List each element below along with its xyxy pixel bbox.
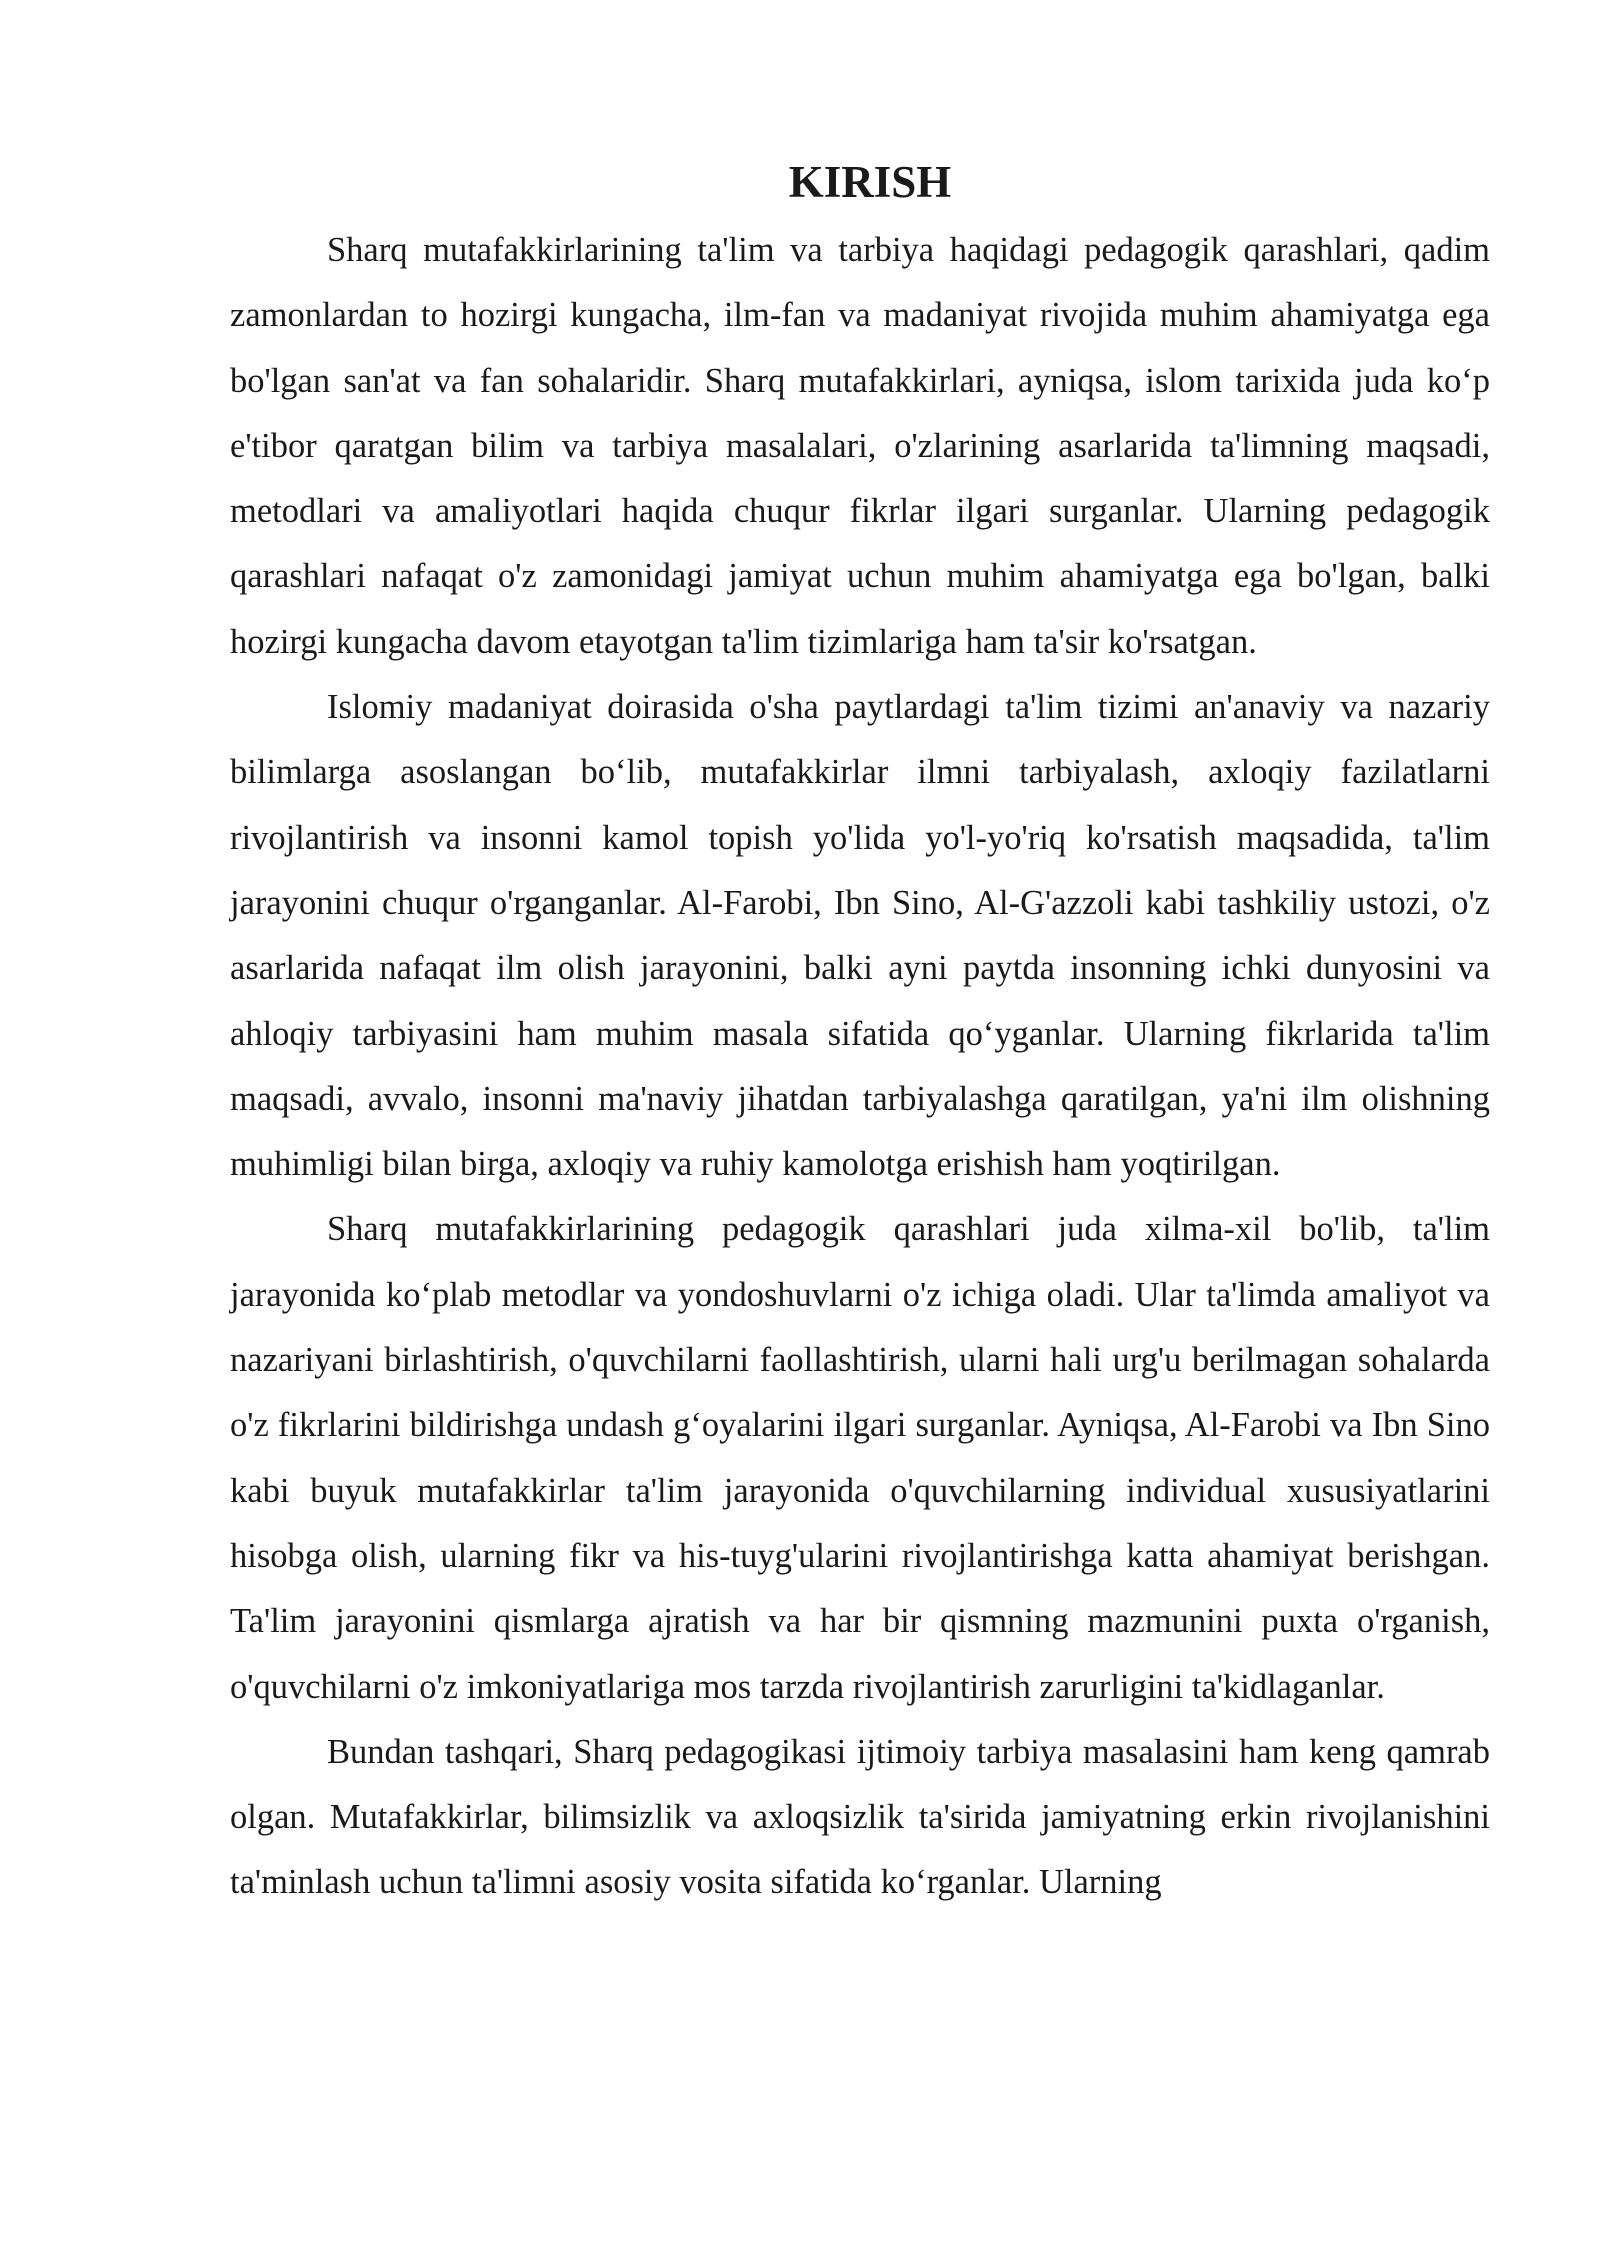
paragraph-1: Sharq mutafakkirlarining ta'lim va tarbiya haqidagi pedagogik qarashlari, qadim zamonlardan to hozirgi kungacha, ilm-fan va madaniyat rivojida muhim ahamiyatga ega bo'lgan san'at va fan sohalaridir. Sharq mutafakkirlari, ayniqsa, islom tarixida juda ko‘p e'tibor qaratgan bilim va tarbiya masalalari, o'zlarining asarlarida ta'limning maqsadi, metodlari va amaliyotlari haqida chuqur fikrlar ilgari surganlar. Ularning pedagogik qarashlari nafaqat o'z zamonidagi jamiyat uchun muhim ahamiyatga ega bo'lgan, balki hozirgi kungacha davom etayotgan ta'lim tizimlariga ham ta'sir ko'rsatgan. <box>230 231 1490 661</box>
paragraph-3: Sharq mutafakkirlarining pedagogik qarashlari juda xilma-xil bo'lib, ta'lim jarayonida ko‘plab metodlar va yondoshuvlarni o'z ichiga oladi. Ular ta'limda amaliyot va nazariyani birlashtirish, o'quvchilarni faollashtirish, ularni hali urg'u berilmagan sohalarda o'z fikrlarini bildirishga undash g‘oyalarini ilgari surganlar. Ayniqsa, Al-Farobi va Ibn Sino kabi buyuk mutafakkirlar ta'lim jarayonida o'quvchilarning individual xususiyatlarini hisobga olish, ularning fikr va his-tuyg'ularini rivojlantirishga katta ahamiyat berishgan. Ta'lim jarayonini qismlarga ajratish va har bir qismning mazmunini puxta o'rganish, o'quvchilarni o'z imkoniyatlariga mos tarzda rivojlantirish zarurligini ta'kidlaganlar. <box>230 1210 1490 1706</box>
page-title: KIRISH <box>788 157 952 207</box>
paragraph-4: Bundan tashqari, Sharq pedagogikasi ijtimoiy tarbiya masalasini ham keng qamrab olgan. Mutafakkirlar, bilimsizlik va axloqsizlik ta'sirida jamiyatning erkin rivojlanishini ta'minlash uchun ta'limni asosiy vosita sifatida ko‘rganlar. Ularning <box>230 1732 1490 1902</box>
paragraph-2: Islomiy madaniyat doirasida o'sha paytlardagi ta'lim tizimi an'anaviy va nazariy bilimlarga asoslangan bo‘lib, mutafakkirlar ilmni tarbiyalash, axloqiy fazilatlarni rivojlantirish va insonni kamol topish yo'lida yo'l-yo'riq ko'rsatish maqsadida, ta'lim jarayonini chuqur o'rganganlar. Al-Farobi, Ibn Sino, Al-G'azzoli kabi tashkiliy ustozi, o'z asarlarida nafaqat ilm olish jarayonini, balki ayni paytda insonning ichki dunyosini va ahloqiy tarbiyasini ham muhim masala sifatida qo‘yganlar. Ularning fikrlarida ta'lim maqsadi, avvalo, insonni ma'naviy jihatdan tarbiyalashga qaratilgan, ya'ni ilm olishning muhimligi bilan birga, axloqiy va ruhiy kamolotga erishish ham yoqtirilgan. <box>230 688 1490 1184</box>
document-body <box>230 150 1490 1916</box>
